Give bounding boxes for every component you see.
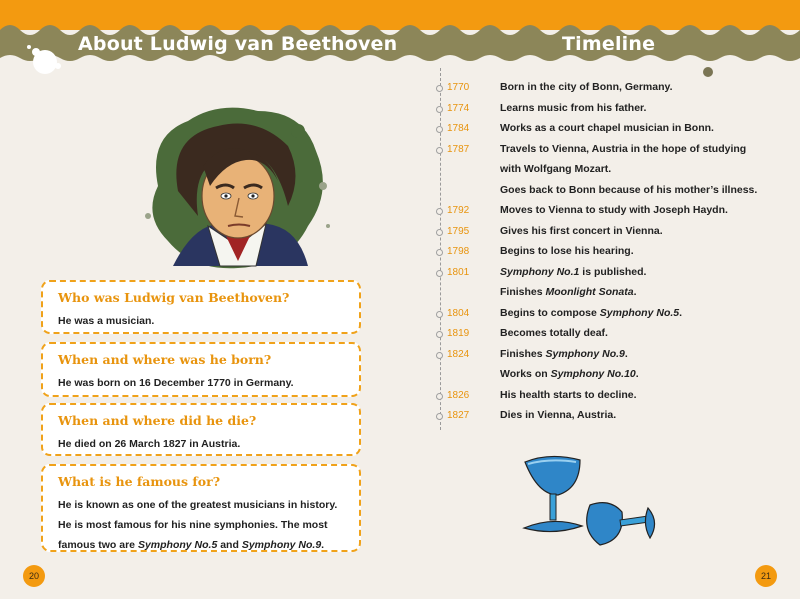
timeline-row: [0, 285, 800, 305]
timeline-event: [500, 245, 634, 257]
timeline-row: [0, 80, 800, 100]
timeline-row: [0, 326, 800, 346]
timeline-row: [0, 101, 800, 121]
timeline-row: [0, 244, 800, 264]
timeline-event-text: .: [635, 368, 639, 380]
timeline-event: [500, 286, 637, 298]
timeline-event-text: .: [633, 286, 637, 298]
timeline-node-icon: [436, 106, 443, 113]
timeline-event-title: Symphony No.1: [500, 265, 580, 278]
timeline-event-text: Begins to compose: [500, 306, 600, 319]
wine-glasses-illustration: [510, 450, 670, 550]
timeline-event-text: Finishes: [500, 286, 546, 298]
timeline-event: [500, 266, 646, 278]
timeline-year: 1787: [447, 143, 470, 155]
qa-answer: [58, 495, 345, 555]
timeline-event: [500, 225, 663, 237]
timeline-year: 1798: [447, 246, 470, 257]
timeline-event: [500, 102, 646, 114]
timeline-event-text: Travels to Vienna, Austria in the hope of studying: [500, 142, 747, 155]
qa-answer: He died on 26 March 1827 in Austria.: [58, 438, 241, 450]
page-number-left: 20: [23, 565, 45, 587]
timeline-event-text: Works on: [500, 368, 551, 380]
qa-answer-text: .: [321, 539, 325, 551]
timeline-event-text: Becomes totally deaf.: [500, 327, 608, 339]
timeline-row: [0, 347, 800, 367]
timeline-year: 1795: [447, 225, 470, 237]
timeline-node-icon: [436, 249, 443, 256]
timeline-row: [0, 388, 800, 408]
timeline-event-text: Dies in Vienna, Austria.: [500, 409, 617, 421]
timeline-node-icon: [436, 270, 443, 277]
timeline-year: 1784: [447, 123, 470, 134]
timeline-node-icon: [436, 331, 443, 338]
timeline-year: 1770: [447, 82, 470, 93]
timeline-event-text: Works as a court chapel musician in Bonn.: [500, 122, 714, 134]
timeline-event-text: .: [679, 306, 683, 319]
timeline-event-text: Finishes: [500, 347, 546, 360]
qa-answer-title: Symphony No.5: [137, 539, 218, 551]
timeline-event-text: Learns music from his father.: [500, 101, 647, 114]
timeline-year: 1804: [447, 307, 470, 319]
qa-question: When and where was he born?: [58, 352, 272, 367]
timeline-event-title: Symphony No.9: [545, 347, 625, 360]
timeline-event-title: Moonlight Sonata: [545, 286, 634, 298]
timeline-node-icon: [436, 229, 443, 236]
timeline-event-text: is published.: [579, 265, 647, 278]
timeline-row: [0, 203, 800, 223]
timeline-node-icon: [436, 85, 443, 92]
timeline-event-text: Moves to Vienna to study with Joseph Haydn.: [500, 204, 728, 216]
timeline-row: [0, 162, 800, 182]
timeline-node-icon: [436, 413, 443, 420]
timeline-node-icon: [436, 393, 443, 400]
timeline-node-icon: [436, 208, 443, 215]
timeline-year: 1801: [447, 266, 470, 278]
timeline-row: [0, 183, 800, 203]
timeline-row: [0, 265, 800, 285]
timeline-event: [500, 348, 628, 360]
timeline-event-text: His health starts to decline.: [500, 388, 637, 401]
timeline-row: [0, 121, 800, 141]
qa-answer-text: He is known as one of the greatest musicians in history. He is most famous for his nine symphonies. The most famous two are: [58, 499, 338, 551]
timeline-event: [500, 307, 682, 319]
timeline-year: 1774: [447, 102, 470, 114]
qa-card-famous: [41, 464, 361, 552]
timeline-event: [500, 409, 616, 421]
timeline-year: 1824: [447, 348, 470, 360]
timeline-year: 1826: [447, 389, 470, 401]
timeline-event-title: Symphony No.5: [599, 306, 680, 319]
timeline-event: [500, 143, 746, 155]
timeline-row: [0, 142, 800, 162]
timeline-event: [500, 368, 639, 380]
timeline-event: [500, 327, 608, 339]
qa-answer-text: and: [217, 539, 242, 551]
timeline-event: [500, 184, 757, 196]
timeline-row: [0, 367, 800, 387]
timeline-event: [500, 163, 611, 175]
timeline-node-icon: [436, 352, 443, 359]
timeline-row: [0, 408, 800, 428]
timeline-event: [500, 389, 637, 401]
timeline-event-text: .: [624, 347, 628, 360]
qa-question: Who was Ludwig van Beethoven?: [58, 290, 290, 305]
timeline-event-text: Gives his first concert in Vienna.: [500, 224, 663, 237]
timeline-year: 1827: [447, 410, 470, 421]
page-title-left: About Ludwig van Beethoven: [78, 33, 398, 55]
timeline-event: [500, 204, 728, 216]
timeline-event-text: Born in the city of Bonn, Germany.: [500, 81, 673, 93]
timeline-event-title: Symphony No.10: [550, 368, 636, 380]
timeline-event-text: with Wolfgang Mozart.: [500, 163, 612, 175]
qa-answer: He was a musician.: [58, 315, 155, 327]
qa-answer-title: Symphony No.9: [241, 539, 322, 551]
timeline-row: [0, 224, 800, 244]
timeline-node-icon: [436, 126, 443, 133]
timeline-event-text: Goes back to Bonn because of his mother’s illness.: [500, 183, 758, 196]
timeline-year: 1792: [447, 205, 470, 216]
timeline-node-icon: [436, 147, 443, 154]
timeline-year: 1819: [447, 328, 470, 339]
qa-question: What is he famous for?: [58, 474, 221, 489]
timeline-event-text: Begins to lose his hearing.: [500, 245, 634, 257]
timeline-node-icon: [436, 311, 443, 318]
page-number-right: 21: [755, 565, 777, 587]
qa-answer: He was born on 16 December 1770 in Germany.: [58, 377, 294, 389]
timeline-event: [500, 81, 673, 93]
page-title-right: Timeline: [562, 33, 656, 55]
timeline-event: [500, 122, 714, 134]
qa-question: When and where did he die?: [58, 413, 257, 428]
timeline-row: [0, 306, 800, 326]
